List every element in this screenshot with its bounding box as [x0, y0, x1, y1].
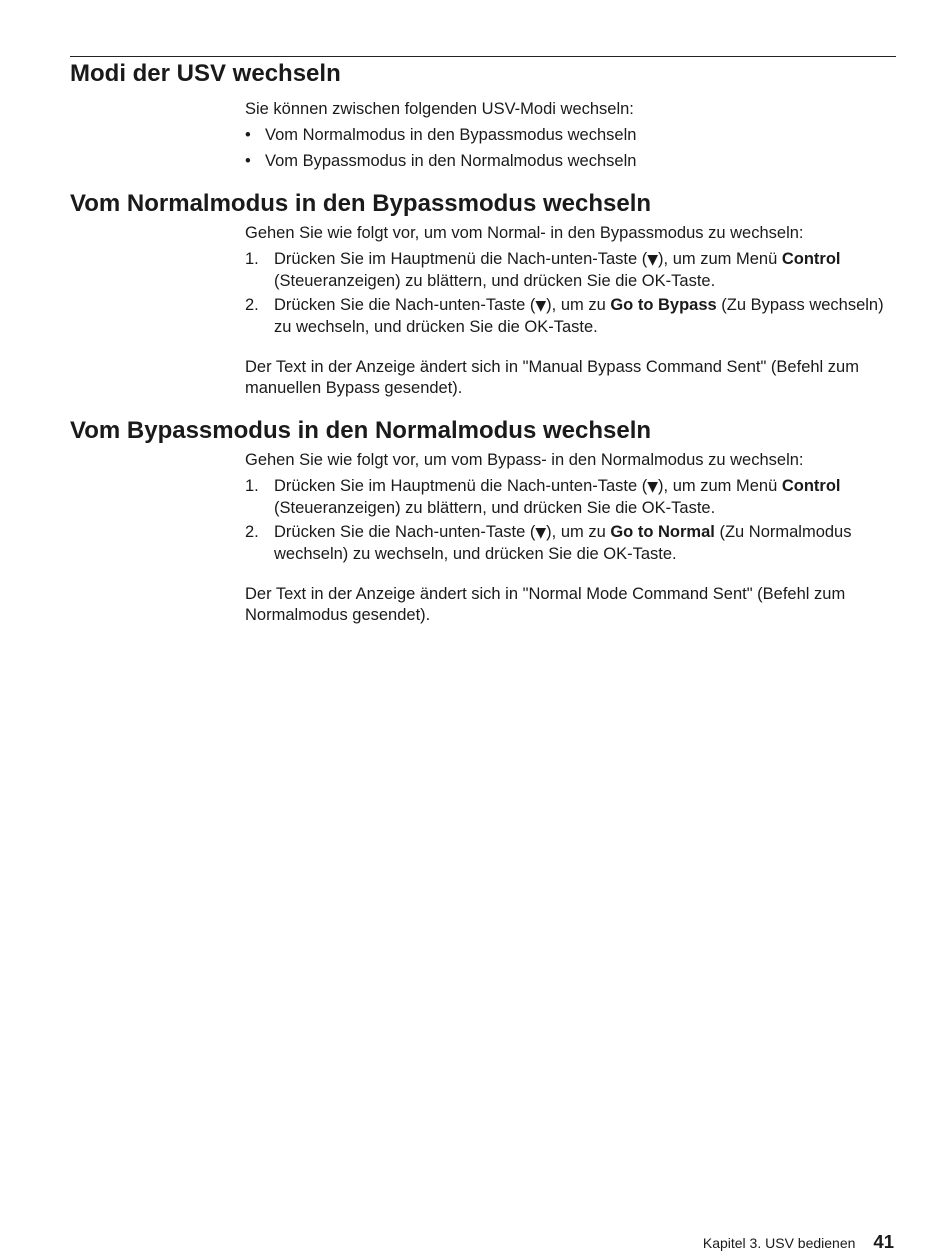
menu-option: Go to Normal [610, 523, 715, 541]
step-text: Drücken Sie die Nach-unten-Taste (▼), um zu Go to Normal (Zu Normalmodus wechseln) zu wechseln, und drücken Sie die OK-Taste. [274, 523, 852, 563]
step-text: Drücken Sie die Nach-unten-Taste (▼), um zu Go to Bypass (Zu Bypass wechseln) zu wechseln, und drücken Sie die OK-Taste. [274, 296, 884, 336]
step-item [245, 522, 895, 564]
step-number: 1. [245, 477, 259, 495]
step-text: Drücken Sie im Hauptmenü die Nach-unten-Taste (▼), um zum Menü Control (Steueranzeigen) zu blättern, und drücken Sie die OK-Taste. [274, 250, 841, 290]
menu-name: Control [781, 250, 841, 268]
chapter-label: Kapitel 3. USV bedienen [702, 1235, 856, 1251]
list-item-text: Vom Normalmodus in den Bypassmodus wechseln [265, 126, 637, 144]
section-intro-bypass-to-normal: Gehen Sie wie folgt vor, um vom Bypass- in den Normalmodus zu wechseln: [245, 451, 804, 469]
section-intro-modes: Sie können zwischen folgenden USV-Modi wechseln: [245, 100, 634, 118]
section-title-modes: Modi der USV wechseln [70, 60, 341, 87]
list-item-text: Vom Bypassmodus in den Normalmodus wechseln [265, 152, 637, 170]
section-title-bypass-to-normal: Vom Bypassmodus in den Normalmodus wechseln [70, 417, 652, 444]
bullet-mark: • [245, 126, 251, 144]
page-number: 41 [873, 1231, 894, 1252]
step-item [245, 249, 895, 291]
step-item [245, 476, 895, 518]
bullet-mark: • [245, 152, 251, 170]
page-footer [703, 1231, 894, 1254]
step-item [245, 295, 895, 337]
section-intro-normal-to-bypass: Gehen Sie wie folgt vor, um vom Normal- in den Bypassmodus zu wechseln: [245, 224, 804, 242]
section-note-bypass-to-normal: Der Text in der Anzeige ändert sich in "Normal Mode Command Sent" (Befehl zum Normalmodus gesendet). [245, 585, 846, 624]
menu-name: Control [781, 477, 841, 495]
top-rule [70, 56, 896, 57]
down-arrow-icon: ▼ [647, 252, 659, 268]
step-number: 1. [245, 250, 259, 268]
section-note-normal-to-bypass: Der Text in der Anzeige ändert sich in "Manual Bypass Command Sent" (Befehl zum manuellen Bypass gesendet). [245, 358, 859, 397]
section-title-normal-to-bypass: Vom Normalmodus in den Bypassmodus wechseln [70, 190, 652, 217]
list-item [245, 151, 895, 172]
menu-option: Go to Bypass [610, 296, 717, 314]
step-number: 2. [245, 523, 259, 541]
down-arrow-icon: ▼ [535, 298, 547, 314]
down-arrow-icon: ▼ [647, 479, 659, 495]
step-number: 2. [245, 296, 259, 314]
list-item [245, 125, 895, 146]
step-text: Drücken Sie im Hauptmenü die Nach-unten-Taste (▼), um zum Menü Control (Steueranzeigen) zu blättern, und drücken Sie die OK-Taste. [274, 477, 841, 517]
down-arrow-icon: ▼ [535, 525, 547, 541]
